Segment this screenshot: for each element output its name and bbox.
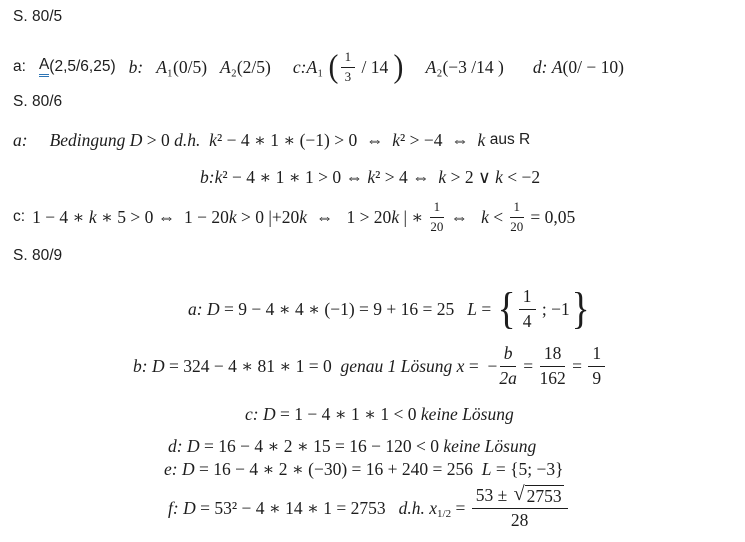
- text-run: a:: [13, 58, 26, 75]
- text-run: a:: [188, 298, 207, 319]
- line-80-9-a: [188, 282, 591, 336]
- fraction-numerator: 1: [341, 50, 356, 67]
- fraction-numerator: 1: [519, 287, 536, 309]
- subscript: 1/2: [437, 508, 452, 520]
- line-80-9-e: [164, 457, 564, 481]
- text-run: D: [181, 458, 195, 479]
- text-run: ² − 4 ∗ 1 ∗ (−1) > 0 ⇔: [216, 129, 393, 150]
- fraction: [539, 344, 565, 388]
- text-run: = −: [464, 355, 498, 376]
- fraction: [430, 200, 445, 234]
- text-run: e:: [164, 458, 182, 479]
- text-run: / 14: [357, 56, 393, 77]
- text-run: = 324 − 4 ∗ 81 ∗ 1 = 0: [164, 355, 341, 376]
- fraction-numerator: 1: [588, 344, 605, 366]
- text-run: =: [518, 355, 538, 376]
- text-run: d.h.: [174, 129, 201, 150]
- fraction: [341, 50, 356, 84]
- fraction-denominator: 162: [539, 367, 566, 388]
- text-run: b:: [200, 166, 215, 187]
- text-run: > 0: [146, 129, 175, 150]
- fraction-numerator: [472, 485, 568, 509]
- fraction-with-sqrt: [472, 485, 568, 530]
- text-run: D: [206, 298, 220, 319]
- fraction-numerator: 1: [430, 200, 445, 217]
- tall-paren: (: [328, 48, 339, 85]
- text-run: ∗ 5 > 0 ⇔ 1 − 20: [96, 206, 229, 227]
- fraction-numerator: b: [500, 344, 517, 366]
- text-run: ; −1: [537, 298, 570, 319]
- text-run: D: [262, 403, 276, 424]
- text-run: a:: [13, 129, 28, 150]
- text-run: keine Lösung: [420, 403, 514, 424]
- tall-brace: }: [571, 284, 590, 333]
- text-run: A: [425, 56, 437, 77]
- text-run: < −2: [502, 166, 541, 187]
- text-run: Bedingung D: [49, 129, 147, 150]
- section-header-80-5: S. 80/5: [13, 8, 63, 25]
- text-run: c:: [245, 403, 263, 424]
- grammar-underlined-text: A: [39, 57, 49, 76]
- fraction-denominator: 3: [344, 68, 352, 84]
- text-run: ² > 4 ⇔: [375, 166, 439, 187]
- line-80-6-a: [13, 126, 530, 154]
- text-run: = 16 − 4 ∗ 2 ∗ 15 = 16 − 120 < 0: [199, 435, 444, 456]
- line-80-5-points: [13, 46, 624, 88]
- text-run: 53 ±: [475, 485, 512, 506]
- text-run: genau 1 Lösung x: [340, 355, 465, 376]
- line-80-9-f: [168, 481, 570, 535]
- text-run: ₂(2/5): [230, 56, 271, 77]
- text-run: k: [228, 206, 237, 227]
- tall-paren: ): [393, 48, 404, 85]
- text-run: = 53² − 4 ∗ 14 ∗ 1 = 2753: [195, 497, 386, 518]
- fraction: [588, 344, 605, 388]
- radicand: 2753: [526, 486, 562, 507]
- text-run: =: [477, 298, 496, 319]
- text-run: ₁: [317, 56, 328, 77]
- text-run: (2,5/6,25): [49, 58, 116, 75]
- text-run: D: [186, 435, 200, 456]
- text-run: d.h.: [398, 497, 430, 518]
- fraction-denominator: 20: [430, 218, 444, 234]
- text-run: = 1 − 4 ∗ 1 ∗ 1 < 0: [275, 403, 421, 424]
- fraction: [510, 200, 525, 234]
- fraction-denominator: 28: [510, 510, 529, 531]
- fraction-denominator: 20: [510, 218, 524, 234]
- fraction-denominator: 4: [522, 310, 532, 331]
- text-run: aus R: [489, 131, 531, 148]
- text-run: = 16 − 4 ∗ 2 ∗ (−30) = 16 + 240 = 256: [194, 458, 482, 479]
- text-run: A: [306, 56, 318, 77]
- line-80-6-c: [13, 198, 575, 236]
- text-run: c:: [292, 56, 307, 77]
- text-run: =: [451, 497, 470, 518]
- text-run: L: [467, 298, 477, 319]
- text-run: keine Lösung: [443, 435, 537, 456]
- sqrt-expression: [514, 485, 564, 506]
- tall-brace: {: [497, 284, 516, 333]
- text-run: k: [391, 206, 400, 227]
- text-run: k: [214, 166, 223, 187]
- text-run: x: [429, 497, 438, 518]
- section-header-80-6: S. 80/6: [13, 93, 63, 110]
- line-80-9-d: [168, 434, 536, 458]
- fraction-denominator: 2a: [499, 367, 517, 388]
- text-run: 1 − 4 ∗: [32, 206, 89, 227]
- text-run: k: [481, 206, 489, 227]
- text-run: <: [488, 206, 508, 227]
- text-run: k: [88, 206, 97, 227]
- fraction-numerator: 1: [510, 200, 525, 217]
- text-run: = {5; −3}: [491, 458, 564, 479]
- text-run: ² − 4 ∗ 1 ∗ 1 > 0 ⇔: [222, 166, 368, 187]
- text-run: A: [551, 56, 563, 77]
- fraction: [499, 344, 517, 388]
- text-run: ₂(−3 /14 ): [436, 56, 504, 77]
- radical-sign-icon: √: [513, 483, 525, 506]
- text-run: k: [392, 129, 401, 150]
- text-run: (0/ − 10): [562, 56, 624, 77]
- text-run: | ∗: [399, 206, 428, 227]
- text-run: A: [220, 56, 231, 77]
- text-run: k: [299, 206, 308, 227]
- text-run: > 2 ∨: [446, 166, 496, 187]
- text-run: =: [567, 355, 587, 376]
- text-run: d:: [168, 435, 187, 456]
- text-run: ² > −4 ⇔: [400, 129, 478, 150]
- text-run: ₁(0/5): [166, 56, 208, 77]
- fraction-numerator: 18: [540, 344, 566, 366]
- text-run: ⇔: [446, 206, 482, 227]
- text-run: = 0,05: [526, 206, 576, 227]
- text-run: D: [151, 355, 165, 376]
- line-80-9-c: [245, 401, 514, 427]
- text-run: k: [209, 129, 217, 150]
- line-80-6-b: [200, 163, 540, 191]
- fraction-denominator: 9: [592, 367, 602, 388]
- text-run: A: [156, 56, 167, 77]
- text-run: f:: [168, 497, 184, 518]
- text-run: [200, 130, 209, 151]
- section-header-80-9: S. 80/9: [13, 247, 63, 264]
- text-run: D: [183, 497, 196, 518]
- text-run: k: [367, 166, 376, 187]
- text-run: k: [477, 129, 490, 150]
- text-run: b:: [133, 355, 152, 376]
- text-run: b:: [128, 56, 144, 77]
- fraction: [519, 287, 536, 331]
- text-run: k: [438, 166, 447, 187]
- text-run: = 9 − 4 ∗ 4 ∗ (−1) = 9 + 16 = 25: [219, 298, 455, 319]
- text-run: ⇔ 1 > 20: [307, 206, 392, 227]
- text-run: > 0 |+20: [236, 206, 300, 227]
- text-run: d:: [532, 56, 552, 77]
- line-80-9-b: [133, 341, 607, 391]
- text-run: L: [481, 458, 492, 479]
- text-run: c:: [13, 208, 26, 225]
- text-run: k: [495, 166, 503, 187]
